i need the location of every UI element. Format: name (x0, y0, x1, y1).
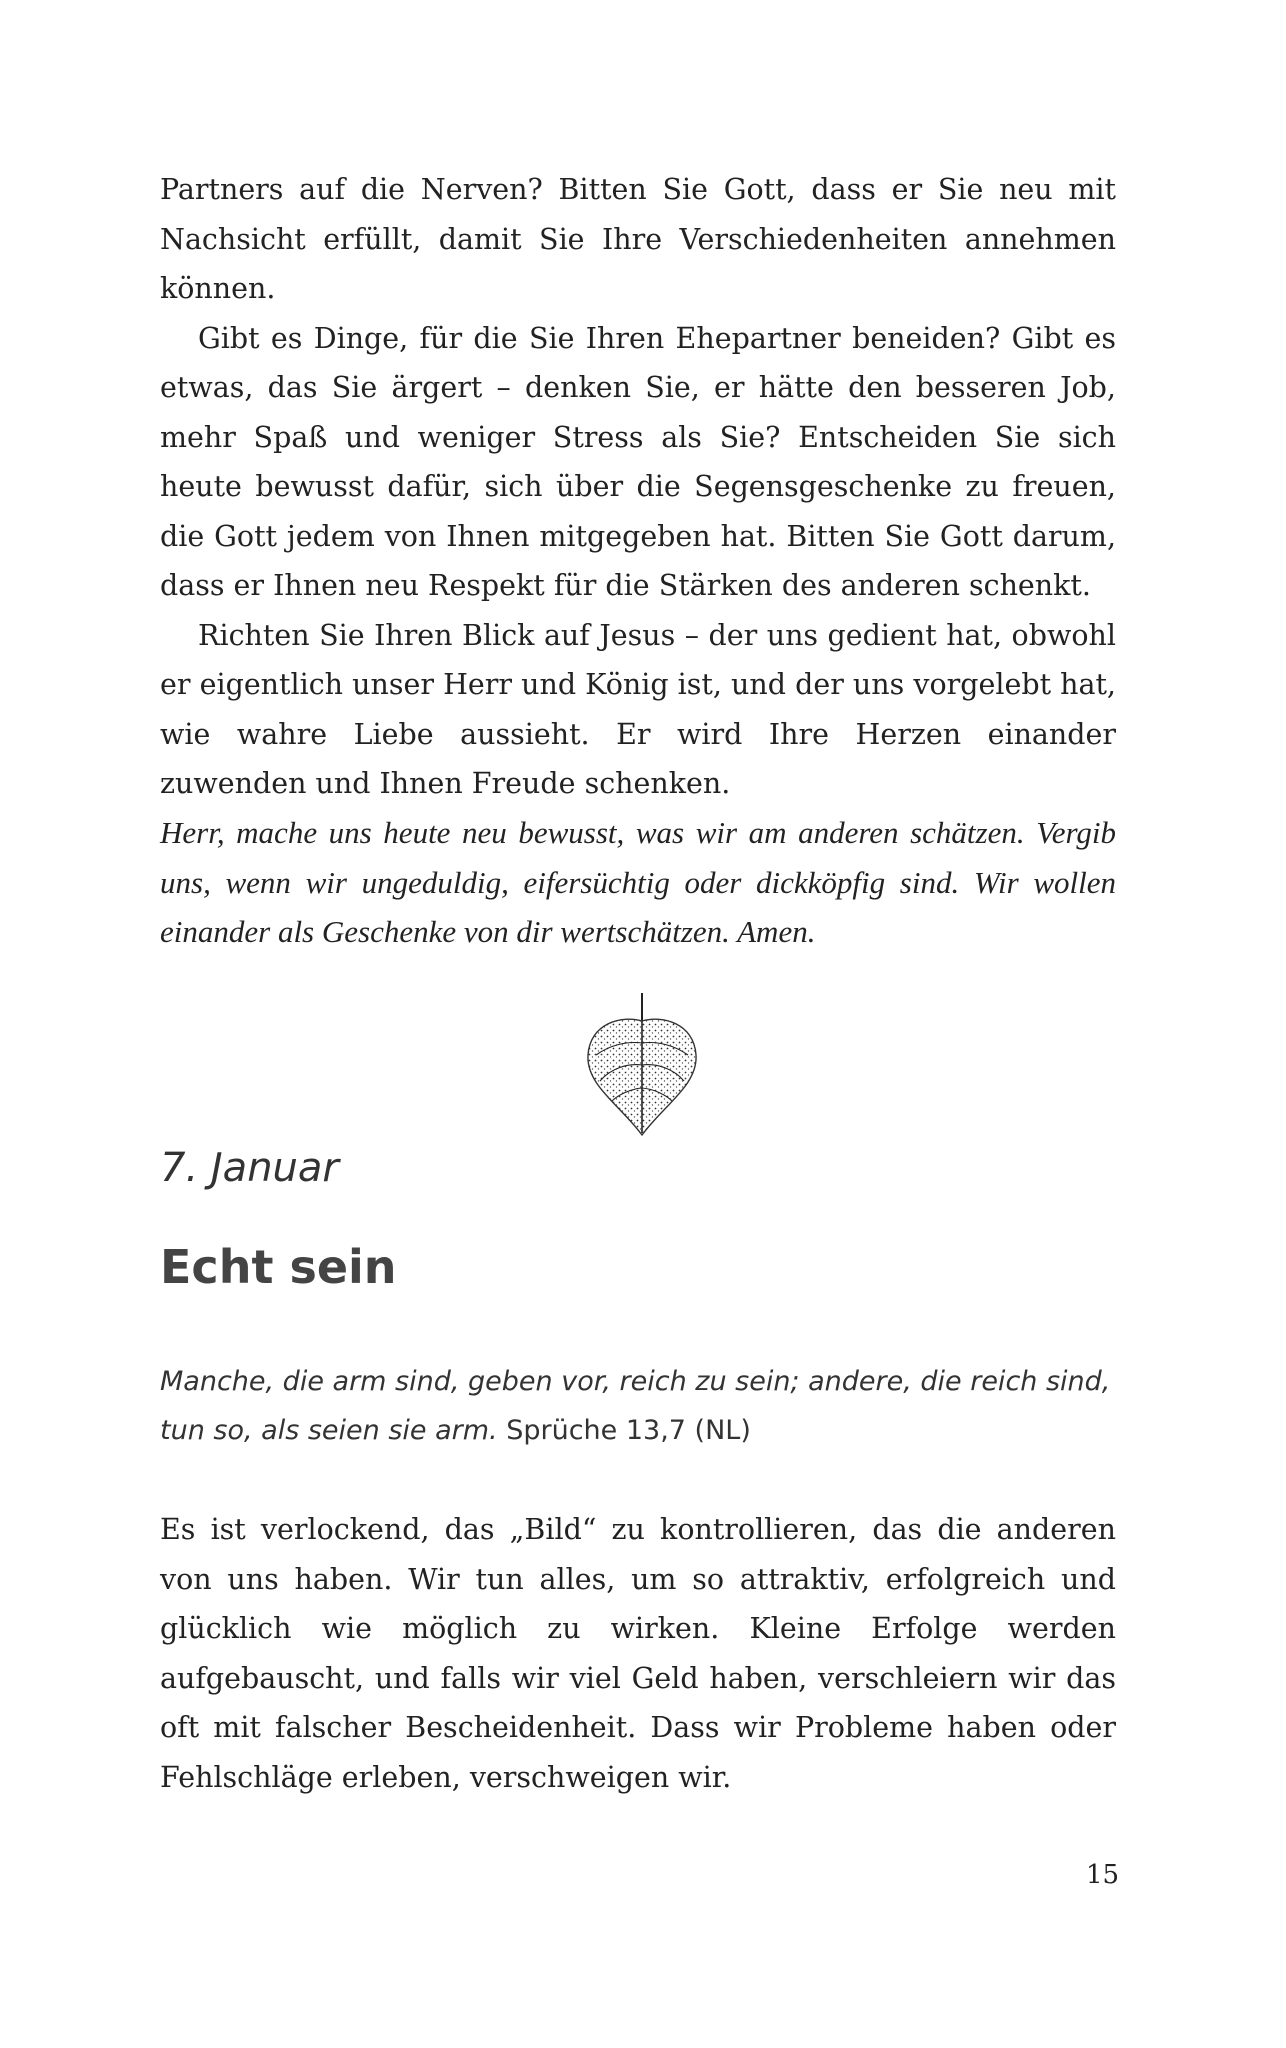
entry-body (160, 1505, 1116, 1802)
paragraph-continuation: Partners auf die Nerven? Bitten Sie Gott, dass er Sie neu mit Nachsicht erfüllt, damit Sie Ihre Verschiedenheiten annehmen können. (160, 173, 1116, 305)
entry-title: Echt sein (160, 1240, 397, 1294)
paragraph-envy: Gibt es Dinge, für die Sie Ihren Ehepartner beneiden? Gibt es etwas, das Sie ärgert – denken Sie, er hätte den besseren Job, mehr Spaß und weniger Stress als Sie? Entscheiden Sie sich heute bewusst dafür, sich über die Segensgeschenke zu freuen, die Gott jedem von Ihnen mitgegeben hat. Bitten Sie Gott darum, dass er Ihnen neu Respekt für die Stärken des anderen schenkt. (160, 321, 1116, 602)
verse-text: Manche, die arm sind, geben vor, reich zu sein; andere, die reich sind, tun so, als seien sie arm. (160, 1366, 1111, 1446)
bible-verse (160, 1357, 1116, 1455)
verse-reference: Sprüche 13,7 (NL) (506, 1415, 751, 1446)
entry-date: 7. Januar (160, 1145, 339, 1191)
leaf-icon (582, 993, 702, 1141)
prayer-text: Herr, mache uns heute neu bewusst, was wir am anderen schätzen. Vergib uns, wenn wir ungeduldig, eifersüchtig oder dickköpfig sind. Wir wollen einander als Geschenke von dir wertschätzen. Amen. (160, 815, 1116, 949)
section-body (160, 165, 1116, 809)
paragraph-image: Es ist verlockend, das „Bild“ zu kontrollieren, das die anderen von uns haben. Wir tun alles, um so attraktiv, erfolgreich und glücklich wie möglich zu wirken. Kleine Erfolge werden aufgebauscht, und falls wir viel Geld haben, verschleiern wir das oft mit falscher Bescheidenheit. Dass wir Probleme haben oder Fehlschläge erleben, verschweigen wir. (160, 1513, 1116, 1794)
page-number: 15 (1086, 1860, 1120, 1890)
paragraph-jesus: Richten Sie Ihren Blick auf Jesus – der uns gedient hat, obwohl er eigentlich unser Herr und König ist, und der uns vorgelebt hat, wie wahre Liebe aussieht. Er wird Ihre Herzen einander zuwenden und Ihnen Freude schenken. (160, 618, 1116, 800)
